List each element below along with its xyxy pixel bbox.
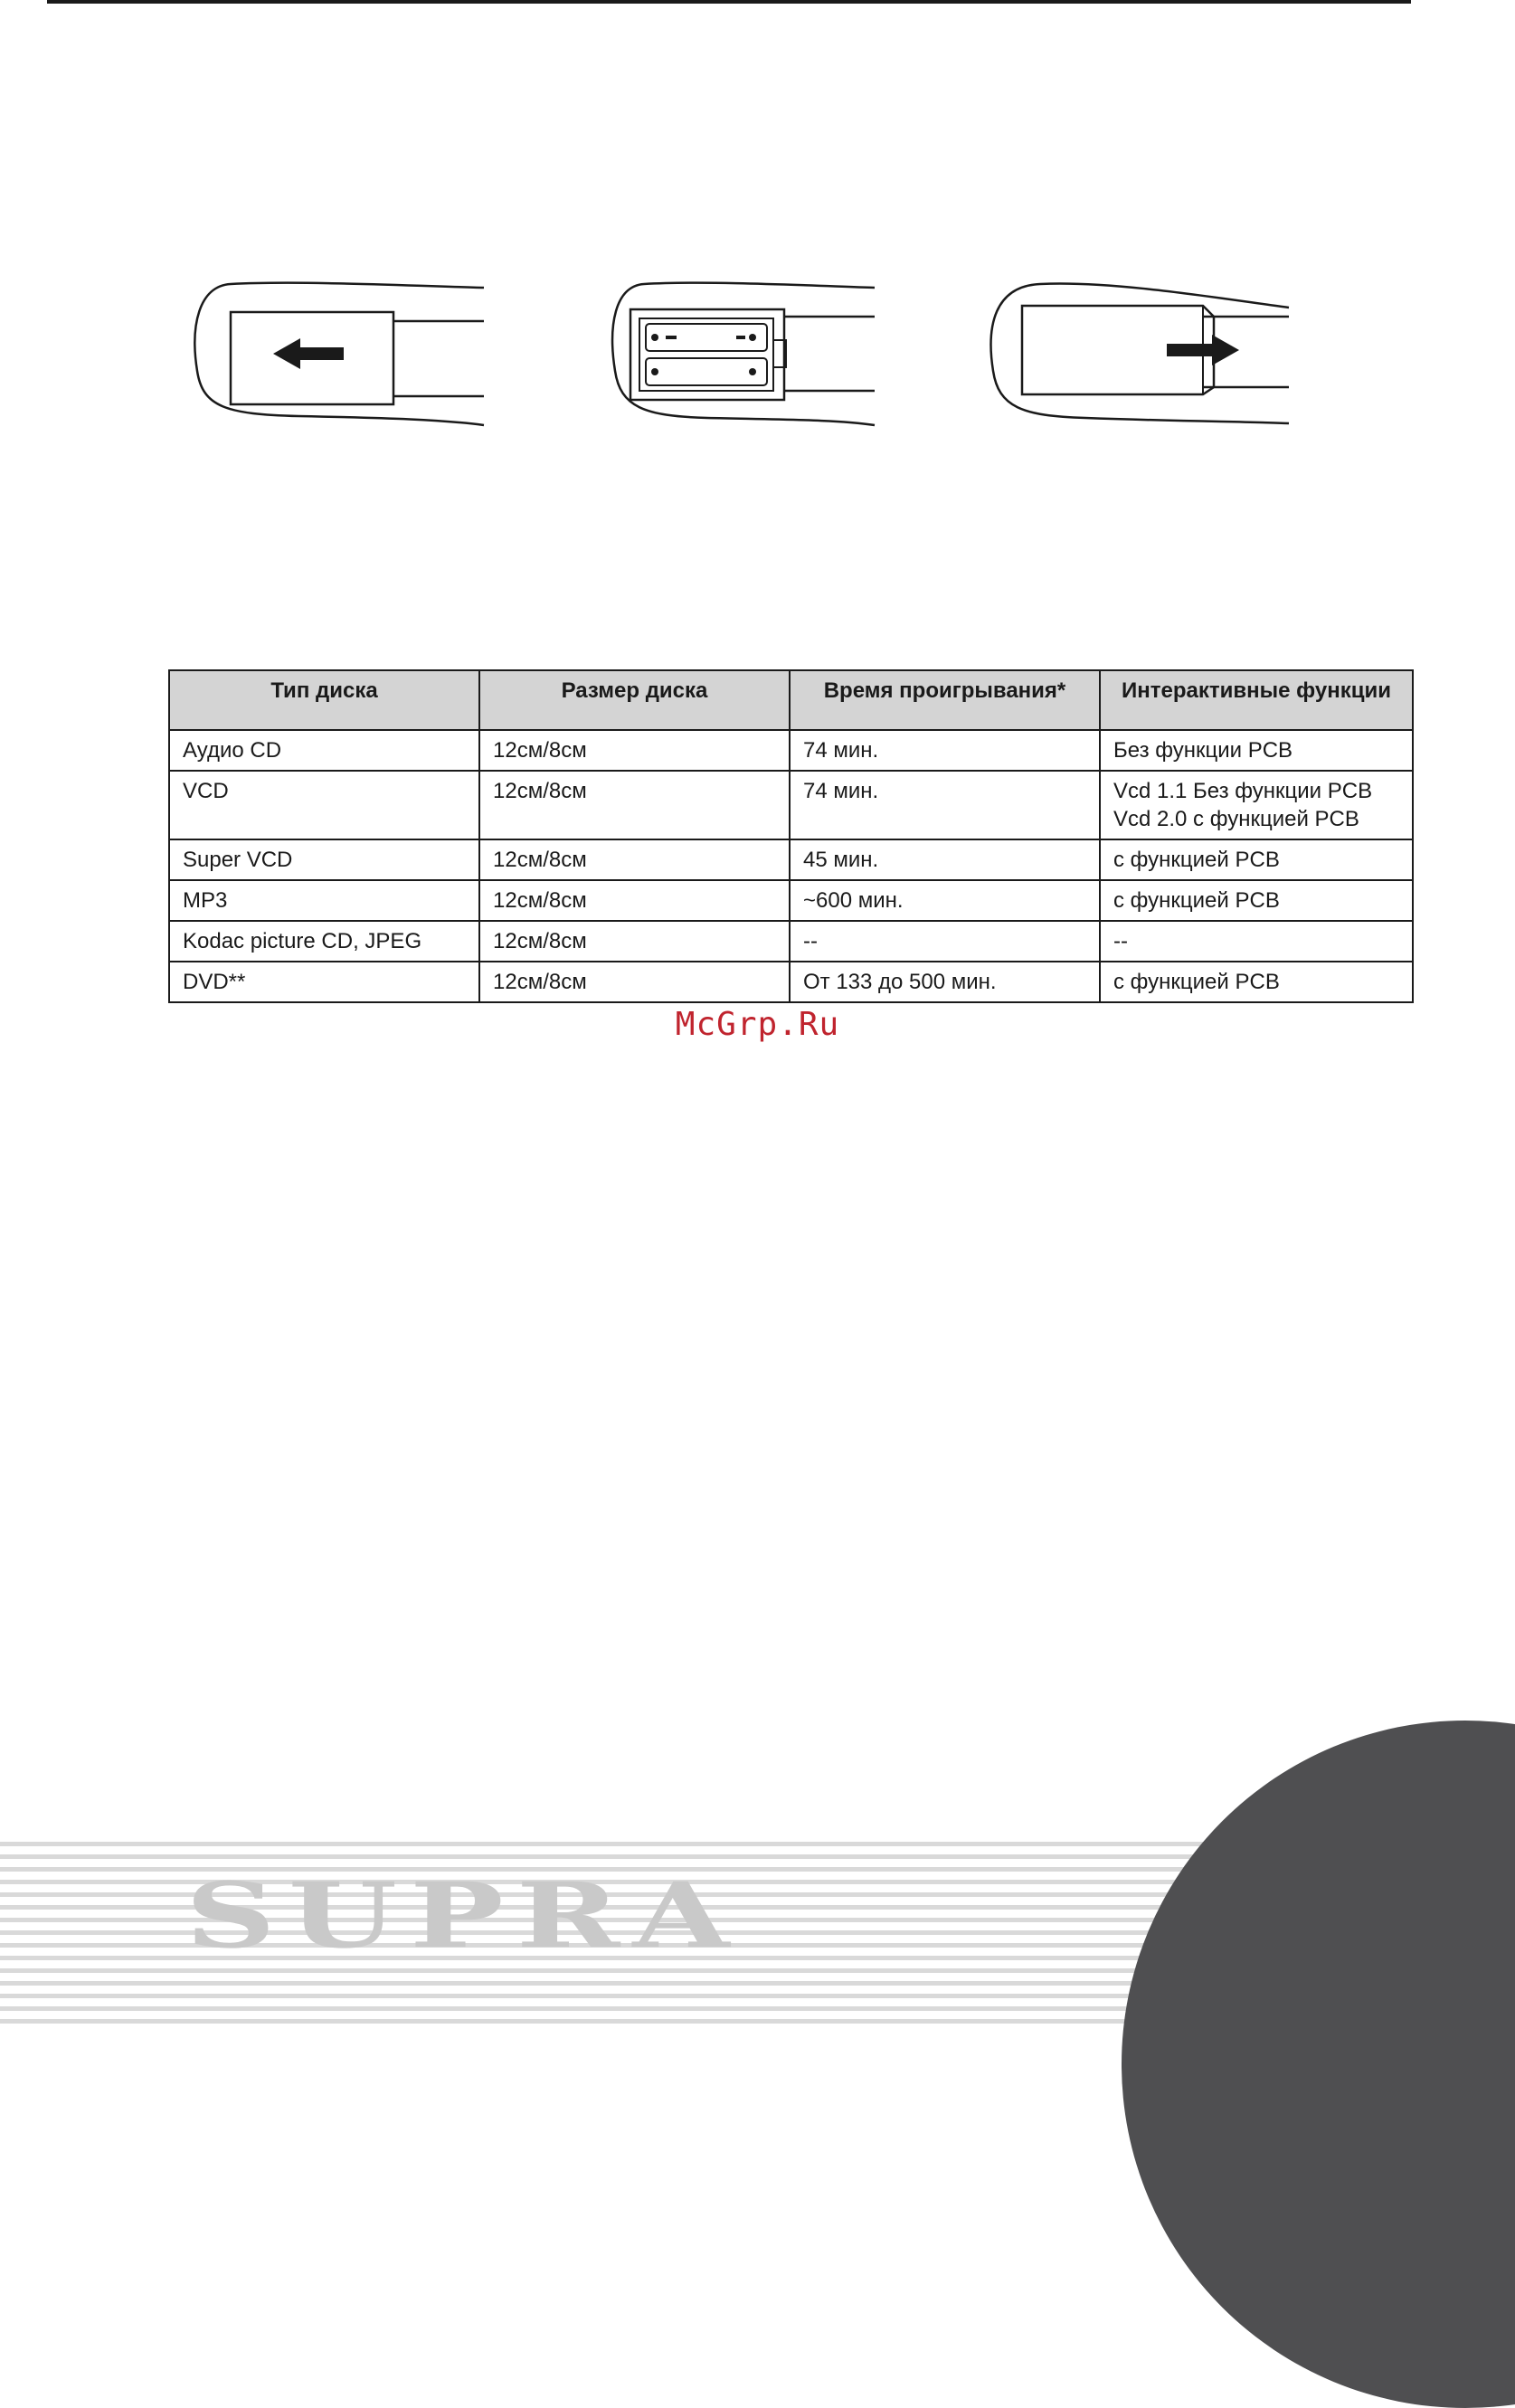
column-header-type: Тип диска — [169, 670, 479, 730]
arrow-left-icon — [273, 338, 344, 369]
column-header-size: Размер диска — [479, 670, 790, 730]
cell-functions: Без функции PCB — [1100, 730, 1413, 771]
corner-decoration — [1122, 1721, 1515, 2408]
cell-type: Аудио CD — [169, 730, 479, 771]
cell-functions: с функцией PCB — [1100, 839, 1413, 880]
cell-size: 12см/8см — [479, 730, 790, 771]
remote-cover-open-illustration — [190, 271, 488, 443]
battery-illustrations — [190, 271, 1302, 443]
cell-type: Kodac picture CD, JPEG — [169, 921, 479, 962]
cell-time: 74 мин. — [790, 730, 1100, 771]
table-row — [169, 771, 1413, 839]
cell-size: 12см/8см — [479, 839, 790, 880]
top-rule — [47, 0, 1411, 4]
cell-functions: с функцией PCB — [1100, 880, 1413, 921]
table-header-row — [169, 670, 1413, 730]
column-header-time: Время проигрывания* — [790, 670, 1100, 730]
cell-type: VCD — [169, 771, 479, 839]
cell-size: 12см/8см — [479, 880, 790, 921]
disc-types-table — [168, 669, 1414, 1003]
remote-cover-close-illustration — [986, 271, 1293, 443]
table-row — [169, 730, 1413, 771]
battery-icon — [646, 358, 767, 385]
watermark-link[interactable]: McGrp.Ru — [675, 1006, 840, 1043]
cell-size: 12см/8см — [479, 962, 790, 1002]
cell-time: ~600 мин. — [790, 880, 1100, 921]
table-row — [169, 921, 1413, 962]
column-header-functions: Интерактивные функции — [1100, 670, 1413, 730]
cell-functions-line: Vcd 1.1 Без функции PCB — [1113, 779, 1373, 803]
battery-icon — [646, 324, 767, 351]
cell-size: 12см/8см — [479, 921, 790, 962]
cell-type: Super VCD — [169, 839, 479, 880]
table-row — [169, 880, 1413, 921]
cell-time: 74 мин. — [790, 771, 1100, 839]
brand-logo: SUPRA — [185, 1862, 743, 1968]
cell-type: DVD** — [169, 962, 479, 1002]
cell-functions — [1100, 771, 1413, 839]
table-row — [169, 962, 1413, 1002]
cell-functions-line: Vcd 2.0 с функцией PCB — [1113, 807, 1359, 831]
cell-time: От 133 до 500 мин. — [790, 962, 1100, 1002]
cell-time: -- — [790, 921, 1100, 962]
remote-batteries-illustration — [608, 271, 879, 443]
cell-functions: -- — [1100, 921, 1413, 962]
cell-time: 45 мин. — [790, 839, 1100, 880]
cell-functions: с функцией PCB — [1100, 962, 1413, 1002]
cell-size: 12см/8см — [479, 771, 790, 839]
cell-type: MP3 — [169, 880, 479, 921]
table-row — [169, 839, 1413, 880]
